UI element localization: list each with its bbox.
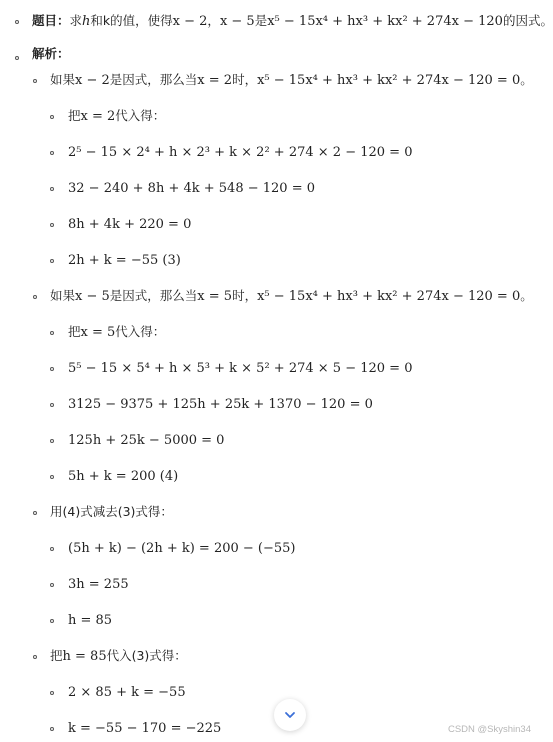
problem-text-is: 是 [254, 13, 268, 28]
step-equation: (5h + k) − (2h + k) = 200 − (−55) [68, 541, 296, 556]
solution-label: 解析： [32, 46, 70, 61]
step-equation: h = 85 [68, 613, 113, 628]
step-text: 把 [68, 324, 81, 339]
step-math: x = 5 [80, 325, 116, 340]
step-line [68, 215, 191, 234]
step-line [68, 395, 373, 414]
bullet [50, 619, 54, 623]
step-line [50, 647, 187, 666]
step-text: 代入得： [115, 108, 166, 123]
problem-poly: x⁵ − 15x⁴ + hx³ + kx² + 274x − 120 [267, 14, 503, 29]
bullet [50, 367, 54, 371]
step-text: 代入得： [115, 324, 166, 339]
step-text: 如果 [50, 72, 76, 87]
step-equation: 2⁵ − 15 × 2⁴ + h × 2³ + k × 2² + 274 × 2 − 120 = 0 [68, 145, 413, 160]
step-math: x = 2 [197, 73, 233, 88]
step-line [68, 107, 165, 126]
step-text: 把 [50, 648, 63, 663]
step-math: x = 2 [80, 109, 116, 124]
step-line [68, 143, 412, 162]
problem-label: 题目： [32, 13, 70, 28]
bullet [50, 223, 54, 227]
step-text: 。 [520, 288, 533, 303]
step-text: 。 [520, 72, 533, 87]
step-text: 是因式，那么当 [109, 288, 198, 303]
step-equation: 5⁵ − 15 × 5⁴ + h × 5³ + k × 5² + 274 × 5 − 120 = 0 [68, 361, 413, 376]
problem-text-mid: 和k的值，使得 [90, 13, 173, 28]
bullet [50, 547, 54, 551]
bullet [50, 331, 54, 335]
problem-comma: ， [207, 13, 220, 28]
step-line [50, 503, 173, 521]
step-text: 如果 [50, 288, 76, 303]
problem-line [32, 12, 553, 31]
step-equation: 8h + 4k + 220 = 0 [68, 217, 192, 232]
bullet [33, 655, 37, 659]
step-equation: 2 × 85 + k = −55 [68, 685, 186, 700]
step-equation: 5h + k = 200 (4) [68, 469, 179, 484]
step-line [50, 287, 533, 306]
step-text: 时， [232, 288, 258, 303]
problem-expr2: x − 5 [219, 14, 255, 29]
step-line [68, 251, 181, 270]
step-math: x = 5 [197, 289, 233, 304]
step-line [68, 611, 112, 630]
bullet [50, 583, 54, 587]
step-equation: 2h + k = −55 (3) [68, 253, 181, 268]
step-text: 是因式，那么当 [109, 72, 198, 87]
step-equation: 3125 − 9375 + 125h + 25k + 1370 − 120 = 0 [68, 397, 373, 412]
chevron-down-icon [283, 708, 297, 722]
step-equation: 32 − 240 + 8h + 4k + 548 − 120 = 0 [68, 181, 315, 196]
step-line [68, 575, 129, 594]
step-text: 代入(3)式得： [106, 648, 187, 663]
step-line [68, 359, 412, 378]
bullet [15, 56, 19, 60]
step-line [68, 179, 315, 198]
step-line [68, 683, 186, 702]
step-math: x⁵ − 15x⁴ + hx³ + kx² + 274x − 120 = 0 [257, 73, 521, 88]
step-equation: 3h = 255 [68, 577, 129, 592]
step-line [50, 71, 533, 90]
bullet [50, 691, 54, 695]
step-line [68, 431, 224, 450]
problem-text-before: 求 [69, 13, 83, 28]
step-text: 把 [68, 108, 81, 123]
step-math: x − 5 [75, 289, 110, 304]
bullet [33, 295, 37, 299]
bullet [50, 727, 54, 731]
bullet [50, 439, 54, 443]
step-line [68, 539, 296, 558]
bullet [50, 403, 54, 407]
step-text: 用(4)式减去(3)式得： [50, 504, 173, 519]
bullet [50, 259, 54, 263]
bullet [15, 20, 19, 24]
step-math: x − 2 [75, 73, 110, 88]
step-math: h = 85 [62, 649, 107, 664]
scroll-down-button[interactable] [274, 699, 306, 731]
problem-var-h: h [82, 14, 91, 29]
problem-expr1: x − 2 [172, 14, 208, 29]
watermark: CSDN @Skyshin34 [447, 724, 531, 735]
step-equation: k = −55 − 170 = −225 [68, 721, 222, 736]
bullet [50, 187, 54, 191]
bullet [50, 475, 54, 479]
bullet [33, 79, 37, 83]
step-line [68, 719, 221, 738]
step-line [68, 323, 165, 342]
step-line [68, 467, 178, 486]
step-text: 时， [232, 72, 258, 87]
step-equation: 125h + 25k − 5000 = 0 [68, 433, 225, 448]
problem-text-end: 的因式。 [502, 13, 553, 28]
bullet [50, 115, 54, 119]
bullet [33, 511, 37, 515]
bullet [50, 151, 54, 155]
step-math: x⁵ − 15x⁴ + hx³ + kx² + 274x − 120 = 0 [257, 289, 521, 304]
